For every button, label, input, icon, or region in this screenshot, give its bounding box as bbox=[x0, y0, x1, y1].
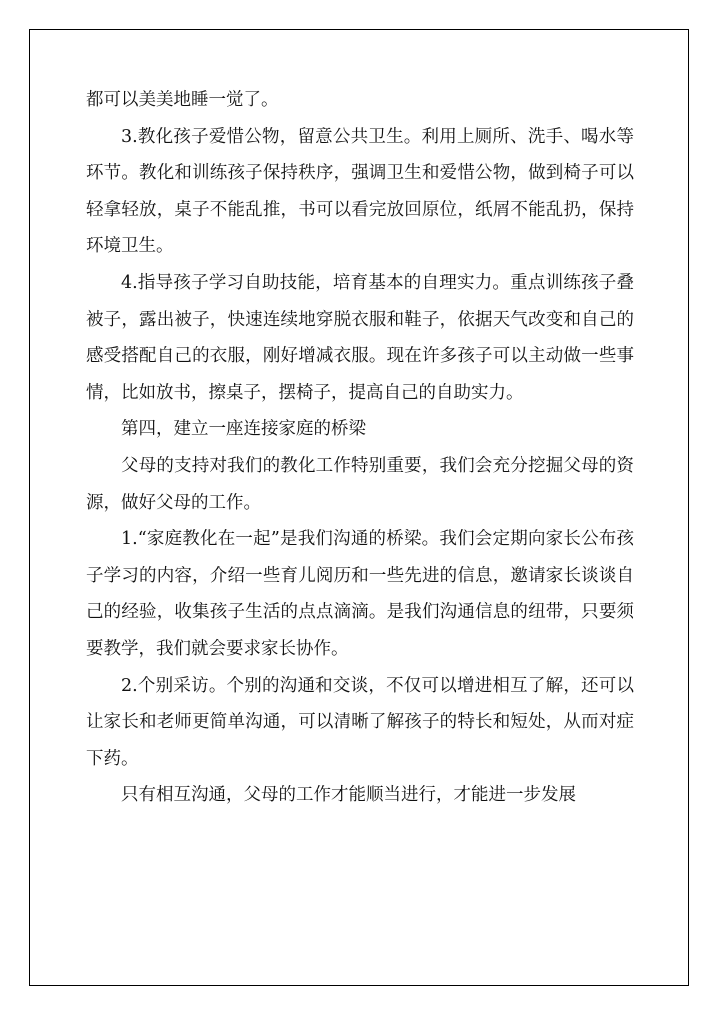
paragraph-individual-interview: 2.个别采访。个别的沟通和交谈，不仅可以增进相互了解，还可以让家长和老师更简单沟通，可以清晰了解孩子的特长和短处，从而对症下药。 bbox=[86, 675, 634, 769]
paragraph-mutual-communication: 只有相互沟通，父母的工作才能顺当进行，才能进一步发展 bbox=[121, 785, 576, 806]
paragraph-parent-support: 父母的支持对我们的教化工作特别重要，我们会充分挖掘父母的资源，做好父母的工作。 bbox=[86, 455, 634, 513]
document-body bbox=[86, 82, 634, 814]
paragraph-public-property: 3.教化孩子爱惜公物，留意公共卫生。利用上厕所、洗手、喝水等环节。教化和训练孩子保持秩序，强调卫生和爱惜公物，做到椅子可以轻拿轻放，桌子不能乱推，书可以看完放回原位，纸屑不能乱扔，保持环境卫生。 bbox=[86, 126, 634, 257]
paragraph-sleep-continuation: 都可以美美地睡一觉了。 bbox=[86, 90, 279, 110]
paragraph-self-help-skills: 4.指导孩子学习自助技能，培育基本的自理实力。重点训练孩子叠被子，露出被子，快速连续地穿脱衣服和鞋子，依据天气改变和自己的感受搭配自己的衣服，刚好增减衣服。现在许多孩子可以主动做一些事情，比如放书，擦桌子，摆椅子，提高自己的自助实力。 bbox=[86, 272, 634, 403]
section-heading-family-bridge: 第四，建立一座连接家庭的桥梁 bbox=[121, 419, 366, 440]
paragraph-family-education: 1.“家庭教化在一起”是我们沟通的桥梁。我们会定期向家长公布孩子学习的内容，介绍一些育儿阅历和一些先进的信息，邀请家长谈谈自己的经验，收集孩子生活的点点滴滴。是我们沟通信息的纽带，只要须要教学，我们就会要求家长协作。 bbox=[86, 529, 634, 659]
